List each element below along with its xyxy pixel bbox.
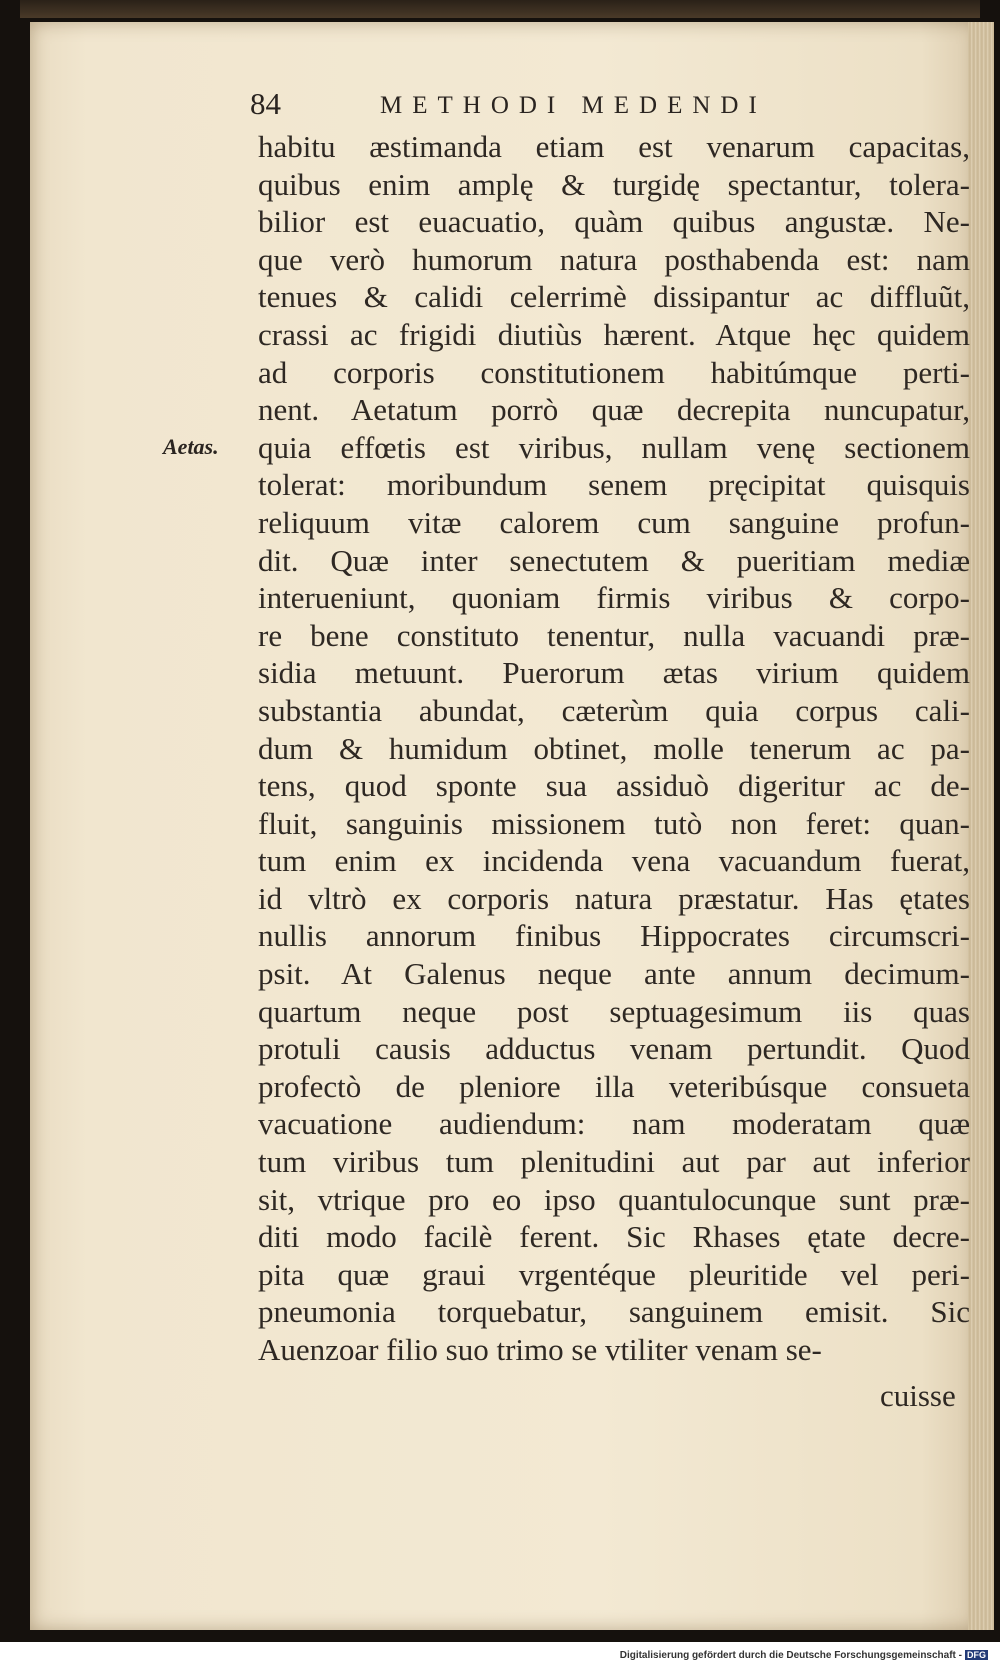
text-line: quia effœtis est viribus, nullam venę sectionem — [258, 429, 970, 465]
running-title: METHODI MEDENDI — [380, 92, 767, 119]
credit-text: Digitalisierung gefördert durch die Deutsche Forschungsgemeinschaft - — [619, 1650, 962, 1661]
text-line: re bene constituto tenentur, nulla vacuandi præ- — [258, 617, 970, 653]
text-line: quibus enim amplę & turgidę spectantur, tolera- — [258, 166, 970, 202]
text-line: Auenzoar filio suo trimo se vtiliter venam se- — [258, 1332, 822, 1367]
text-line: reliquum vitæ calorem cum sanguine profun- — [258, 504, 970, 540]
text-line: tum enim ex incidenda vena vacuandum fuerat, — [258, 843, 970, 879]
page-number: 84 — [250, 86, 281, 121]
text-line: tolerat: moribundum senem pręcipitat quisquis — [258, 467, 970, 503]
text-line: dit. Quæ inter senectutem & pueritiam mediæ — [258, 542, 970, 578]
text-line: quartum neque post septuagesimum iis quas — [258, 993, 970, 1029]
text-line: tens, quod sponte sua assiduò digeritur ac de- — [258, 768, 970, 804]
text-line: id vltrò ex corporis natura præstatur. Has ętates — [258, 880, 970, 916]
text-line: protuli causis adductus venam pertundit. Quod — [258, 1031, 970, 1067]
text-line: diti modo facilè ferent. Sic Rhases ętate decre- — [258, 1219, 970, 1255]
text-line: nullis annorum finibus Hippocrates circumscri- — [258, 918, 970, 954]
digitization-credit — [620, 1650, 988, 1661]
text-line: tenues & calidi celerrimè dissipantur ac diffluũt, — [258, 279, 970, 315]
text-line: habitu æstimanda etiam est venarum capacitas, — [258, 129, 970, 164]
margin-note: Aetas. — [163, 434, 219, 459]
text-line: pneumonia torquebatur, sanguinem emisit. Sic — [258, 1294, 970, 1330]
text-line: fluit, sanguinis missionem tutò non feret: quan- — [258, 805, 970, 841]
text-line: dum & humidum obtinet, molle tenerum ac pa- — [258, 730, 970, 766]
text-line: psit. At Galenus neque ante annum decimum- — [258, 956, 970, 992]
dfg-logo: DFG — [967, 1650, 986, 1660]
text-line: sidia metuunt. Puerorum ætas virium quidem — [258, 655, 970, 691]
text-line: tum viribus tum plenitudini aut par aut inferior — [258, 1144, 970, 1180]
text-line: nent. Aetatum porrò quæ decrepita nuncupatur, — [258, 392, 970, 428]
text-line: profectò de pleniore illa veteribúsque consueta — [258, 1068, 970, 1104]
text-line: interueniunt, quoniam firmis viribus & corpo- — [258, 580, 970, 616]
text-line: bilior est euacuatio, quàm quibus angustæ. Ne- — [258, 204, 970, 240]
catchword: cuisse — [880, 1378, 956, 1413]
book-top-edge — [20, 0, 980, 18]
text-line: ad corporis constitutionem habitúmque perti- — [258, 354, 970, 390]
text-line: vacuatione audiendum: nam moderatam quæ — [258, 1106, 970, 1142]
body-text — [258, 128, 970, 1369]
text-line: substantia abundat, cæterùm quia corpus cali- — [258, 692, 970, 728]
text-line: sit, vtrique pro eo ipso quantulocunque sunt præ- — [258, 1181, 970, 1217]
page-fore-edge — [968, 22, 994, 1630]
text-line: pita quæ graui vrgentéque pleuritide vel peri- — [258, 1256, 970, 1292]
text-line: crassi ac frigidi diutiùs hærent. Atque hęc quidem — [258, 316, 970, 352]
text-line: que verò humorum natura posthabenda est: nam — [258, 241, 970, 277]
